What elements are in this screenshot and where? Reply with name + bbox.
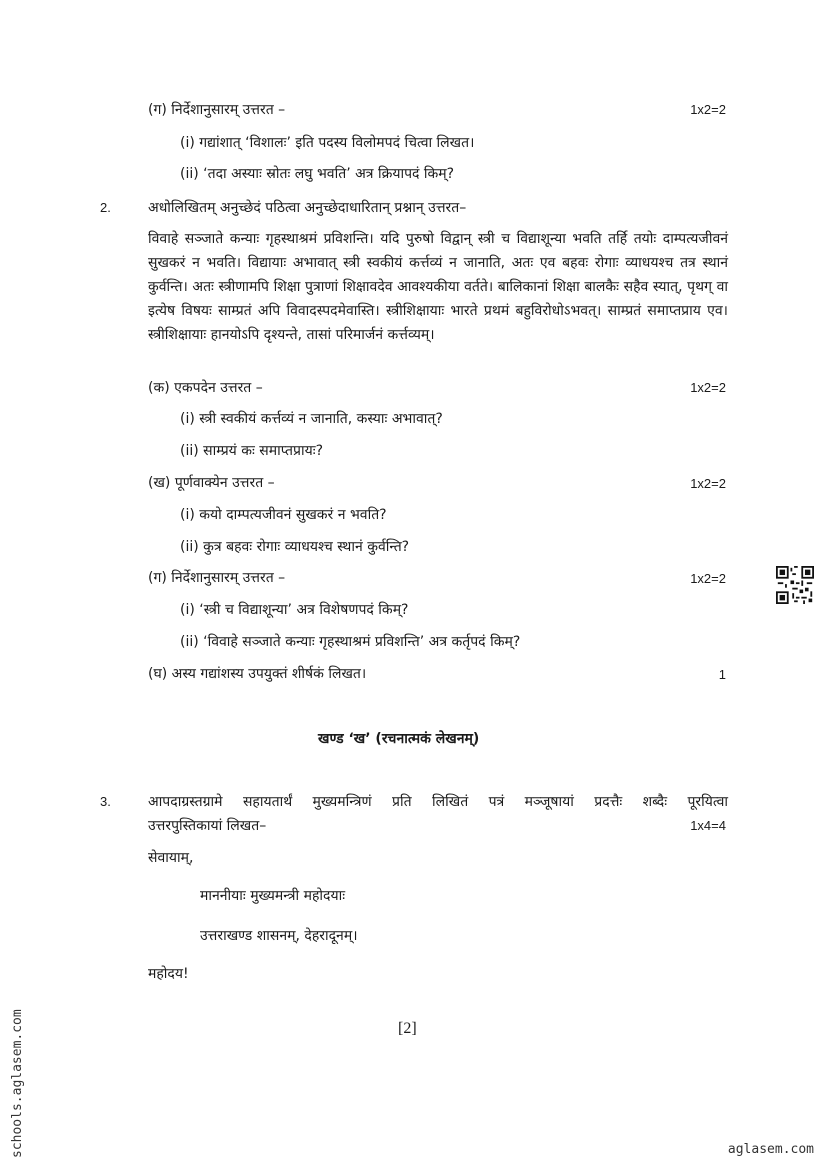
q2-ga-item-1: (i) ‘स्त्री च विद्याशून्या’ अत्र विशेषणपदं किम्?: [180, 602, 409, 618]
q3-line-2: उत्तरपुस्तिकायां लिखत–: [148, 818, 267, 834]
top-ga-item-1: (i) गद्यांशात् ‘विशालः’ इति पदस्य विलोमपदं चित्वा लिखत।: [180, 135, 475, 151]
top-ga-item-2: (ii) ‘तदा अस्याः स्रोतः लघु भवति’ अत्र क्रियापदं किम्?: [180, 166, 455, 182]
section-title: खण्ड ‘ख’ (रचनात्मकं लेखनम्): [318, 731, 480, 747]
q2-instruction: अधोलिखितम् अनुच्छेदं पठित्वा अनुच्छेदाधारितान् प्रश्नान् उत्तरत–: [148, 200, 467, 216]
q2-passage: विवाहे सञ्जाते कन्याः गृहस्थाश्रमं प्रविशन्ति। यदि पुरुषो विद्वान् स्त्री च विद्याशून्या भवति तर्हि तयोः दाम्पत्यजीवनं सुखकरं न भवति। विद्यायाः अभावात् स्त्री स्वकीयं कर्त्तव्यं न जानाति, अतः एव बहवः रोगाः व्याधयश्च तत्र स्थानं कुर्वन्ति। अतः स्त्रीणामपि शिक्षा पुत्राणां शिक्षावदेव आवश्यकीया वर्तते। बालिकानां शिक्षा बालकैः सहैव स्यात्, पृथग् वा इत्येष विषयः साम्प्रतं अपि विवादस्पदमेवास्ति। स्त्रीशिक्षायाः भारते प्रथमं बहुविरोधोऽभवत्। साम्प्रतं समाप्तप्राय एव। स्त्रीशिक्षायाः हानयोऽपि दृश्यन्ते, तासां परिमार्जनं कर्त्तव्यम्।: [148, 231, 728, 343]
q2-ka-item-2: (ii) साम्प्रयं कः समाप्तप्रायः?: [180, 443, 323, 459]
q2-kha-marks: 1x2=2: [690, 476, 726, 491]
q2-ga-marks: 1x2=2: [690, 571, 726, 586]
q2-ga-item-2: (ii) ‘विवाहे सञ्जाते कन्याः गृहस्थाश्रमं प्रविशन्ति’ अत्र कर्तृपदं किम्?: [180, 634, 521, 650]
qr-code-icon: [776, 566, 814, 604]
q2-ka-heading: (क) एकपदेन उत्तरत –: [148, 380, 263, 396]
q3-salutation: सेवायाम्,: [148, 850, 194, 866]
q3-address: उत्तराखण्ड शासनम्, देहरादूनम्।: [200, 928, 358, 944]
top-ga-marks: 1x2=2: [690, 102, 726, 117]
q3-addressee: माननीयाः मुख्यमन्त्री महोदयाः: [200, 888, 346, 904]
q3-greeting: महोदय!: [148, 966, 189, 982]
q2-ga-heading: (ग) निर्देशानुसारम् उत्तरत –: [148, 570, 286, 586]
q3-number: 3.: [100, 794, 111, 809]
q3-line-1: आपदाग्रस्तग्रामे सहायतार्थं मुख्यमन्त्रिणं प्रति लिखितं पत्रं मञ्जूषायां प्रदत्तैः शब्दैः पूरयित्वा: [148, 794, 728, 810]
q2-kha-item-1: (i) कयो दाम्पत्यजीवनं सुखकरं न भवति?: [180, 507, 387, 523]
footer-watermark: aglasem.com: [727, 1142, 814, 1157]
q2-kha-item-2: (ii) कुत्र बहवः रोगाः व्याधयश्च स्थानं कुर्वन्ति?: [180, 539, 410, 555]
q2-ka-marks: 1x2=2: [690, 380, 726, 395]
page-number: [2]: [398, 1020, 417, 1037]
q2-gha-marks: 1: [718, 667, 726, 682]
q2-ka-item-1: (i) स्त्री स्वकीयं कर्त्तव्यं न जानाति, कस्याः अभावात्?: [180, 411, 443, 427]
q2-number: 2.: [100, 200, 111, 215]
q2-gha-heading: (घ) अस्य गद्यांशस्य उपयुक्तं शीर्षकं लिखत।: [148, 666, 367, 682]
q3-marks: 1x4=4: [690, 818, 726, 833]
q2-kha-heading: (ख) पूर्णवाक्येन उत्तरत –: [148, 475, 275, 491]
side-watermark: schools.aglasem.com: [10, 1009, 25, 1158]
top-ga-heading: (ग) निर्देशानुसारम् उत्तरत –: [148, 102, 286, 118]
